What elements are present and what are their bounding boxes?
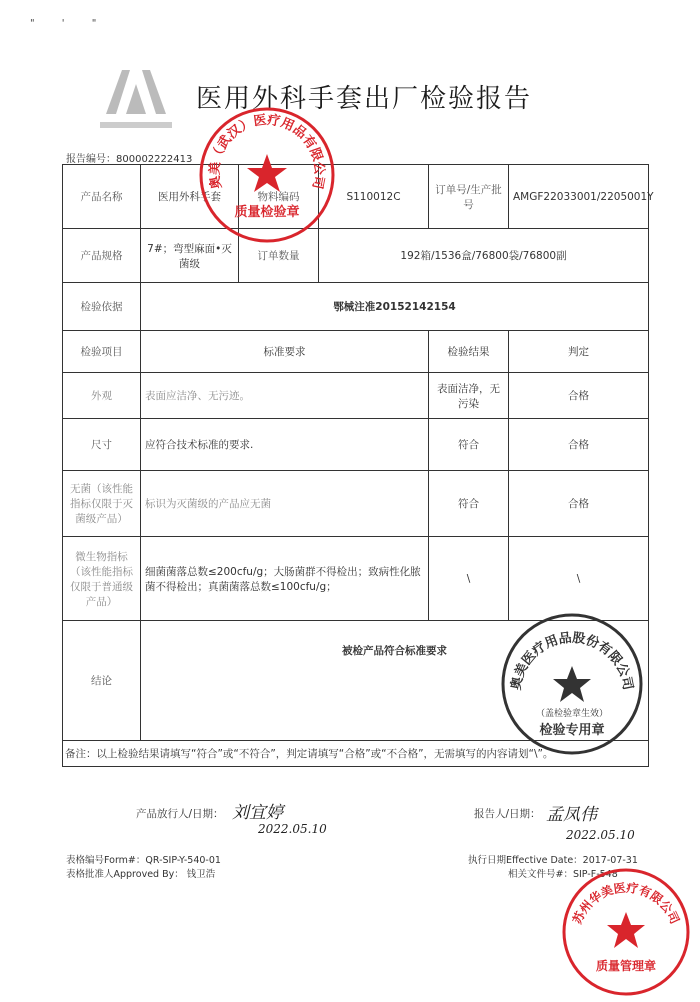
row-judge: 合格 (509, 373, 649, 419)
order-batch-value: AMGF22033001/2205001Y (509, 165, 649, 229)
scan-marks: " ' " (30, 18, 109, 29)
effective-date: 执行日期Effective Date：2017-07-31 (468, 855, 638, 866)
seal1-center-text: 质量检验章 (234, 205, 300, 220)
row-result: 符合 (429, 419, 509, 471)
row-result: \ (429, 537, 509, 621)
col-judge-header: 判定 (509, 331, 649, 373)
release-label: 产品放行人/日期： (136, 808, 224, 820)
quality-inspection-seal (196, 104, 338, 246)
inspection-special-seal (498, 610, 646, 758)
seal1-ring-text: 奥美（武汉）医疗用品有限公司 (207, 112, 327, 191)
row-result: 表面洁净，无污染 (429, 373, 509, 419)
table-row (63, 471, 649, 537)
form-number: 表格编号Form#：QR-SIP-Y-540-01 (66, 855, 221, 866)
conclusion-value: 被检产品符合标准要求 (141, 621, 649, 741)
order-batch-label: 订单号/生产批号 (429, 165, 509, 229)
report-number: 报告编号：800002222413 (66, 154, 193, 165)
seal2-ring-text: 奥美医疗用品股份有限公司 (508, 630, 636, 692)
seal3-center-text: 质量管理章 (595, 959, 657, 973)
row-standard: 标识为灭菌级的产品应无菌 (141, 471, 429, 537)
seal3-ring-text: 苏州华美医疗有限公司 (570, 880, 682, 927)
row-item: 微生物指标（该性能指标仅限于普通级产品） (63, 537, 141, 621)
row-judge: 合格 (509, 419, 649, 471)
table-row (63, 373, 649, 419)
col-standard-header: 标准要求 (141, 331, 429, 373)
order-qty-label: 订单数量 (239, 229, 319, 283)
seal2-sub-text: （盖检验章生效） (535, 709, 609, 719)
reporter-signature: 孟凤伟 (546, 805, 597, 825)
company-logo-icon (96, 62, 176, 144)
release-signature: 刘宜婷 (232, 803, 283, 823)
material-code-value: S110012C (319, 165, 429, 229)
product-name-value: 医用外科手套 (141, 165, 239, 229)
related-doc: 相关文件号#：SIP-F-548 (508, 869, 618, 880)
row-item: 尺寸 (63, 419, 141, 471)
product-name-label: 产品名称 (63, 165, 141, 229)
spec-label: 产品规格 (63, 229, 141, 283)
col-result-header: 检验结果 (429, 331, 509, 373)
row-standard: 细菌菌落总数≤200cfu/g；大肠菌群不得检出；致病性化脓菌不得检出；真菌菌落总数≤100cfu/g； (141, 537, 429, 621)
spec-value: 7#；弯型麻面•灭菌级 (141, 229, 239, 283)
row-item: 外观 (63, 373, 141, 419)
row-result: 符合 (429, 471, 509, 537)
row-judge: \ (509, 537, 649, 621)
basis-label: 检验依据 (63, 283, 141, 331)
row-judge: 合格 (509, 471, 649, 537)
page-title: 医用外科手套出厂检验报告 (196, 84, 533, 114)
approved-by: 表格批准人Approved By： 钱卫浩 (66, 869, 216, 880)
reporter-date: 2022.05.10 (566, 828, 635, 842)
row-standard: 应符合技术标准的要求. (141, 419, 429, 471)
row-item: 无菌（该性能指标仅限于灭菌级产品） (63, 471, 141, 537)
col-item-header: 检验项目 (63, 331, 141, 373)
seal2-center-text: 检验专用章 (539, 723, 605, 738)
order-qty-value: 192箱/1536盒/76800袋/76800副 (319, 229, 649, 283)
release-date: 2022.05.10 (258, 822, 327, 836)
star-icon (553, 666, 591, 702)
conclusion-label: 结论 (63, 621, 141, 741)
quality-management-seal (556, 862, 696, 998)
table-row (63, 537, 649, 621)
table-note: 备注：以上检验结果请填写“符合”或“不符合”，判定请填写“合格”或“不合格”，无需填写的内容请划“\”。 (63, 741, 649, 767)
star-icon (607, 912, 645, 948)
basis-value: 鄂械注准20152142154 (141, 283, 649, 331)
reporter-label: 报告人/日期： (474, 808, 541, 820)
star-icon (247, 154, 287, 192)
row-standard: 表面应洁净、无污迹。 (141, 373, 429, 419)
material-code-label: 物料编码 (239, 165, 319, 229)
table-row (63, 419, 649, 471)
